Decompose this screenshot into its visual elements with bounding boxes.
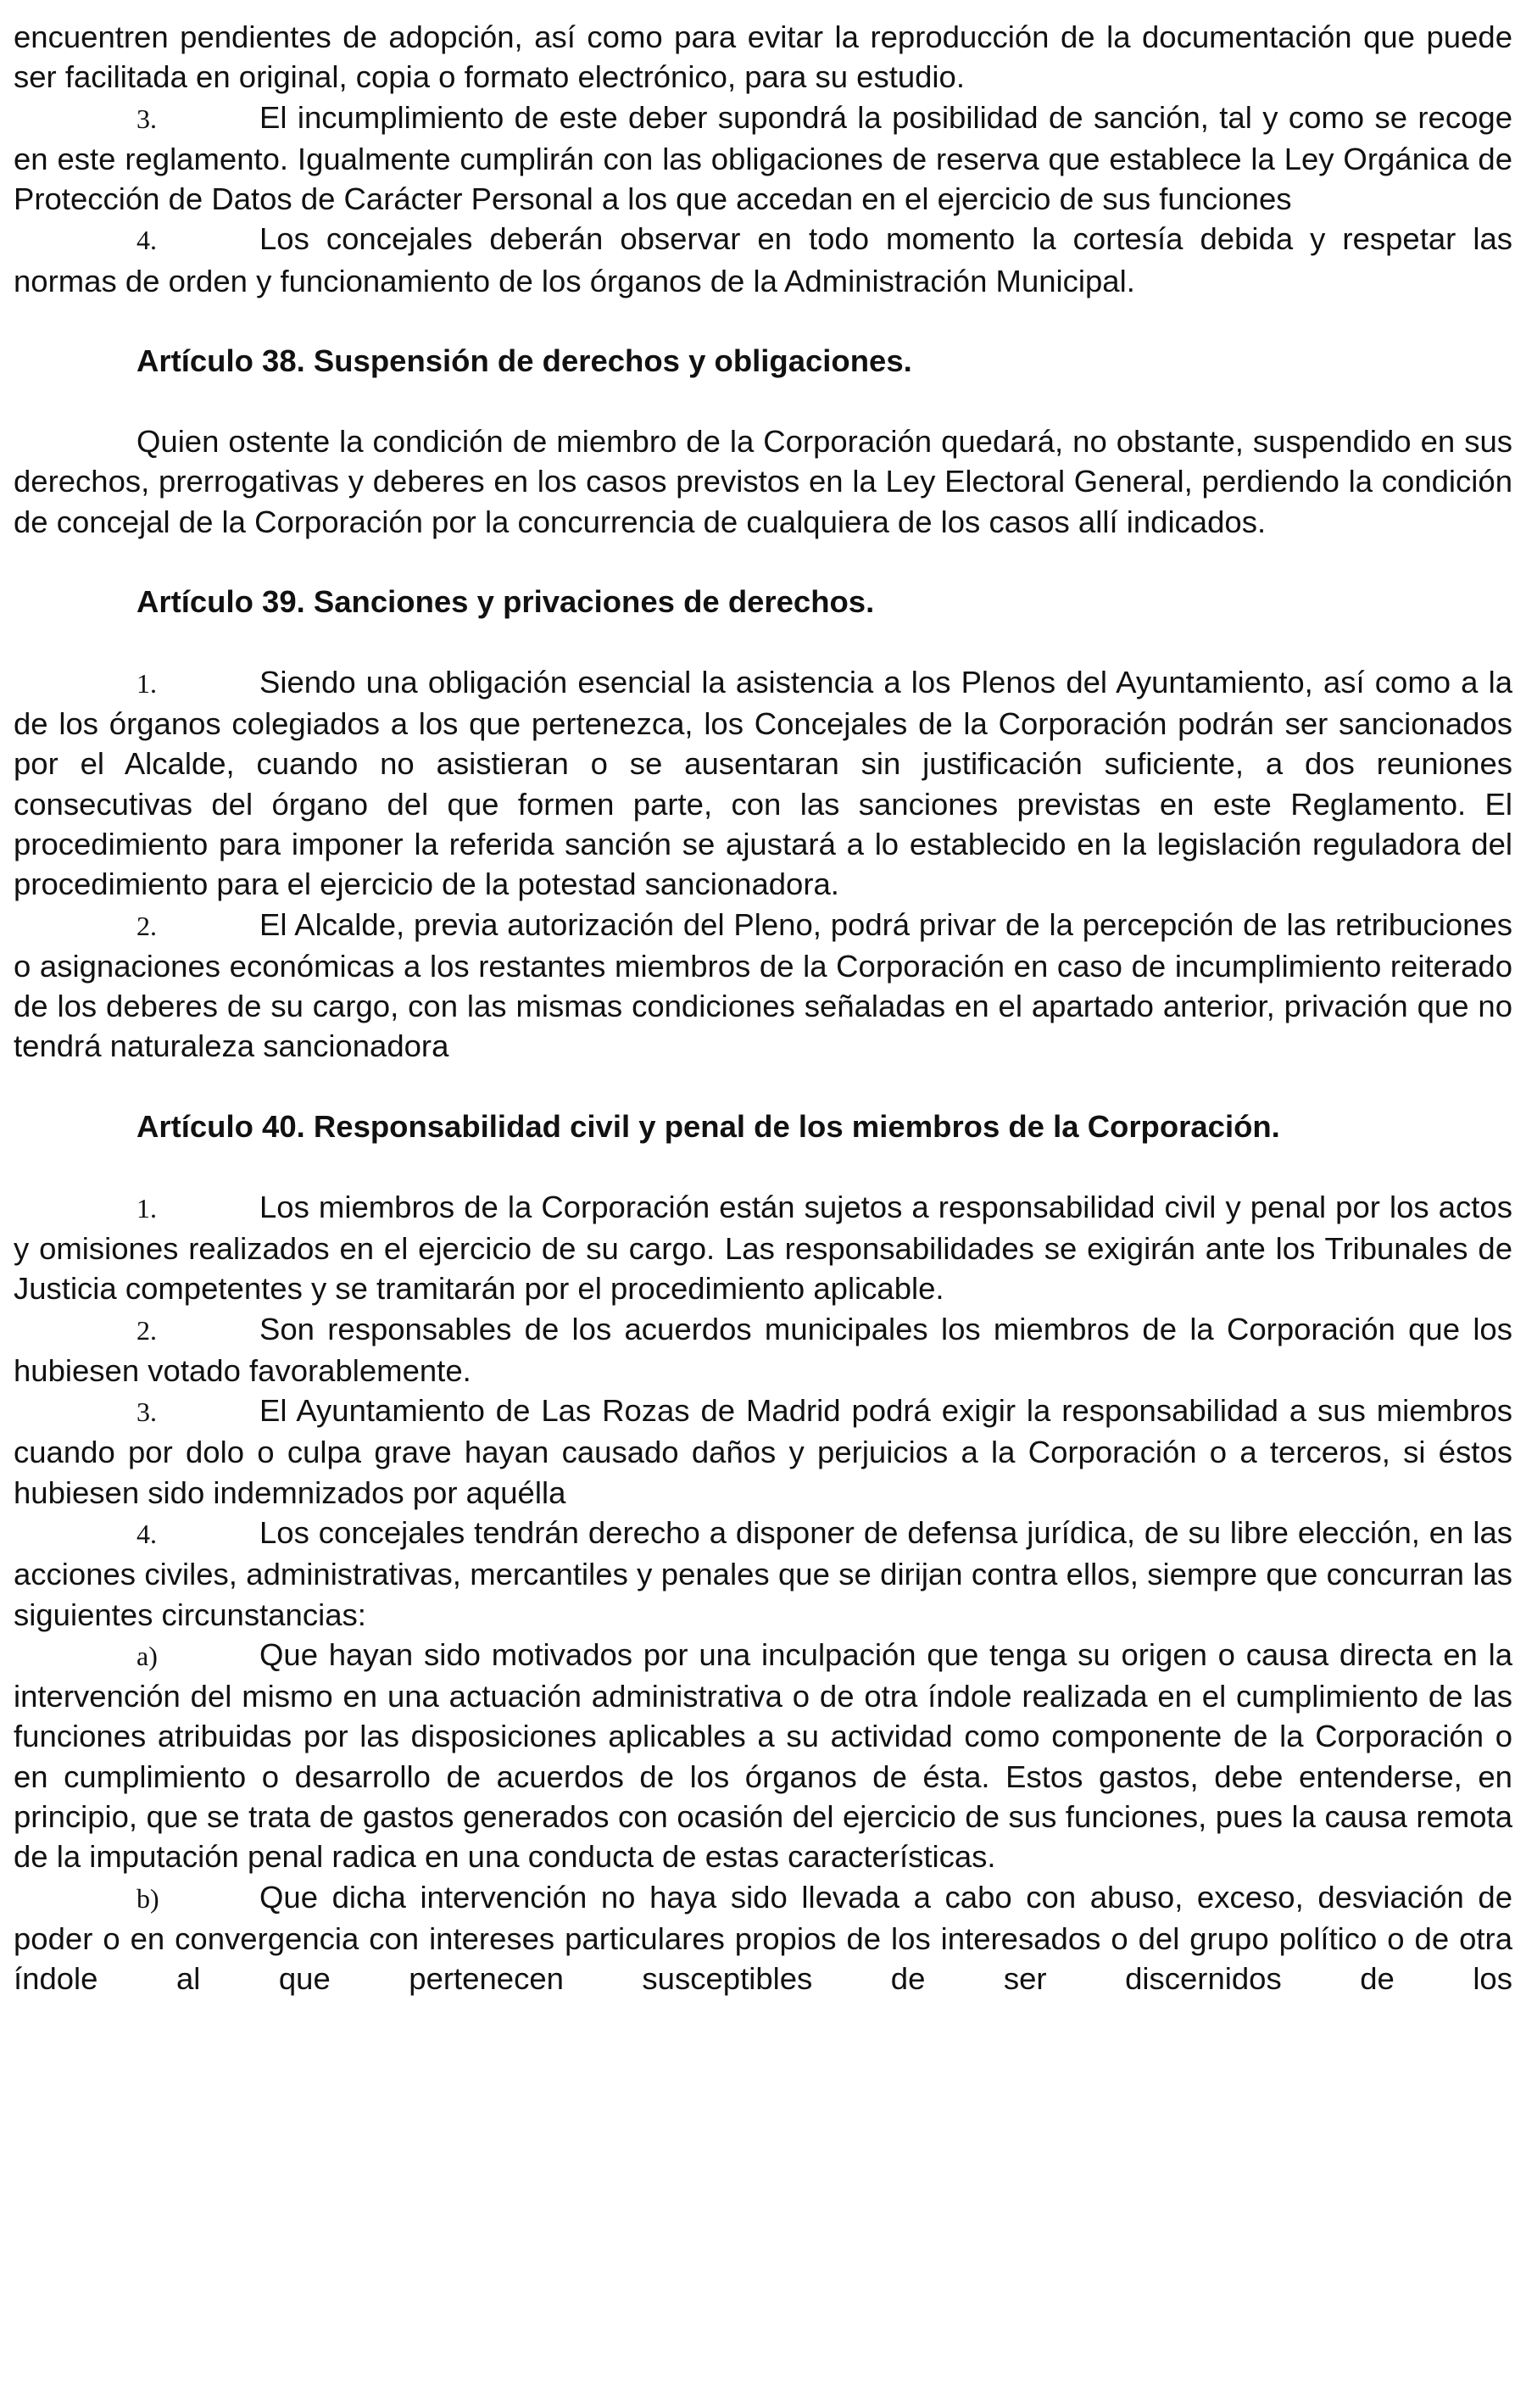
item-text: Son responsables de los acuerdos municipales los miembros de la Corporación que los hubiesen votado favorablemente. bbox=[14, 1311, 1512, 1388]
article-38-body: Quien ostente la condición de miembro de la Corporación quedará, no obstante, suspendido en sus derechos, prerrogativas y deberes en los casos previstos en la Ley Electoral General, perdiendo la condición de concejal de la Corporación por la concurrencia de cualquiera de los casos allí indicados. bbox=[14, 423, 1512, 539]
article-38-title: Artículo 38. Suspensión de derechos y obligaciones. bbox=[136, 343, 912, 379]
item-text: El Alcalde, previa autorización del Pleno, podrá privar de la percepción de las retribuciones o asignaciones económicas a los restantes miembros de la Corporación en caso de incumplimiento reiterado de los deberes de su cargo, con las mismas condiciones señaladas en el apartado anterior, privación que no tendrá naturaleza sancionadora bbox=[14, 906, 1512, 1064]
spacer bbox=[14, 382, 1512, 421]
article-39-item-1 bbox=[14, 662, 1512, 905]
item-number: 4. bbox=[136, 225, 157, 256]
article-37-item-3 bbox=[14, 98, 1512, 220]
spacer bbox=[14, 301, 1512, 341]
article-39-item-2 bbox=[14, 905, 1512, 1067]
item-text: Que dicha intervención no haya sido llevada a cabo con abuso, exceso, desviación de poder o en convergencia con intereses particulares propios de los interesados o del grupo político o de otra índole al que pertenecen susceptibles de ser discernidos de los bbox=[14, 1879, 1512, 1997]
item-letter: a) bbox=[136, 1640, 158, 1671]
spacer bbox=[14, 622, 1512, 661]
lead-paragraph: encuentren pendientes de adopción, así como para evitar la reproducción de la documentación que puede ser facilitada en original, copia o formato electrónico, para su estudio. bbox=[14, 20, 1512, 95]
article-40-item-1 bbox=[14, 1187, 1512, 1309]
article-40-item-2 bbox=[14, 1309, 1512, 1391]
spacer bbox=[14, 1146, 1512, 1186]
item-text: Que hayan sido motivados por una inculpación que tenga su origen o causa directa en la intervención del mismo en una actuación administrativa o de otra índole realizada en el cumplimiento de las funciones atribuidas por las disposiciones aplicables a su actividad como componente de la Corporación o en cumplimiento o desarrollo de acuerdos de los órganos de ésta. Estos gastos, debe entenderse, en principio, que se trata de gastos generados con ocasión del ejercicio de sus funciones, pues la causa remota de la imputación penal radica en una conducta de estas características. bbox=[14, 1636, 1512, 1875]
item-number: 1. bbox=[136, 667, 157, 699]
article-40-item-3 bbox=[14, 1391, 1512, 1513]
item-number: 2. bbox=[136, 1314, 157, 1346]
item-letter: b) bbox=[136, 1882, 159, 1914]
item-number: 1. bbox=[136, 1192, 157, 1224]
item-number: 2. bbox=[136, 910, 157, 941]
item-number: 3. bbox=[136, 103, 157, 134]
item-text: El Ayuntamiento de Las Rozas de Madrid podrá exigir la responsabilidad a sus miembros cuando por dolo o culpa grave hayan causado daños y perjuicios a la Corporación o a terceros, si éstos hubiesen sido indemnizados por aquélla bbox=[14, 1393, 1512, 1510]
article-39-title: Artículo 39. Sanciones y privaciones de derechos. bbox=[136, 584, 875, 620]
article-40-item-4 bbox=[14, 1513, 1512, 1635]
item-number: 3. bbox=[136, 1396, 157, 1428]
spacer bbox=[14, 1067, 1512, 1106]
article-37-item-4 bbox=[14, 219, 1512, 301]
item-text: Los concejales deberán observar en todo momento la cortesía debida y respetar las normas de orden y funcionamiento de los órganos de la Administración Municipal. bbox=[14, 221, 1512, 298]
spacer bbox=[14, 542, 1512, 582]
item-text: Siendo una obligación esencial la asistencia a los Plenos del Ayuntamiento, así como a la de los órganos colegiados a los que pertenezca, los Concejales de la Corporación podrán ser sancionados por el Alcalde, cuando no asistieran o se ausentaran sin justificación suficiente, a dos reuniones consecutivas del órgano del que formen parte, con las sanciones previstas en este Reglamento. El procedimiento para imponer la referida sanción se ajustará a lo establecido en la legislación reguladora del procedimiento para el ejercicio de la potestad sancionadora. bbox=[14, 664, 1512, 902]
item-text: Los concejales tendrán derecho a disponer de defensa jurídica, de su libre elección, en las acciones civiles, administrativas, mercantiles y penales que se dirijan contra ellos, siempre que concurran las siguientes circunstancias: bbox=[14, 1514, 1512, 1632]
article-40-item-a bbox=[14, 1635, 1512, 1877]
item-number: 4. bbox=[136, 1518, 157, 1549]
article-40-title: Artículo 40. Responsabilidad civil y penal de los miembros de la Corporación. bbox=[136, 1109, 1280, 1145]
item-text: Los miembros de la Corporación están sujetos a responsabilidad civil y penal por los actos y omisiones realizados en el ejercicio de su cargo. Las responsabilidades se exigirán ante los Tribunales de Justicia competentes y se tramitarán por el procedimiento aplicable. bbox=[14, 1189, 1512, 1307]
article-40-item-b bbox=[14, 1877, 1512, 1999]
document-body bbox=[14, 17, 1512, 1999]
item-text: El incumplimiento de este deber supondrá la posibilidad de sanción, tal y como se recoge en este reglamento. Igualmente cumplirán con las obligaciones de reserva que establece la Ley Orgánica de Protección de Datos de Carácter Personal a los que accedan en el ejercicio de sus funciones bbox=[14, 99, 1512, 217]
